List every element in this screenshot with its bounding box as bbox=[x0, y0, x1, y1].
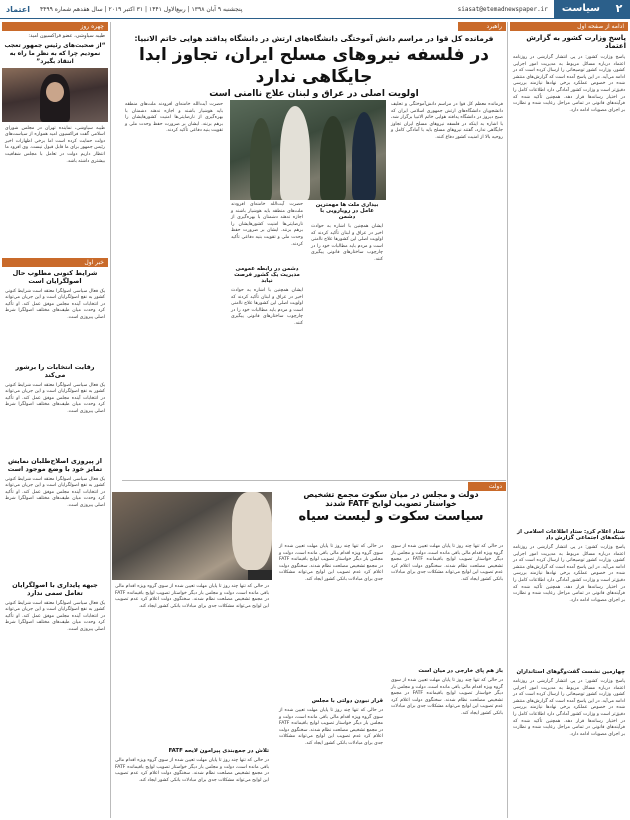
left-column-tag: چهره روز bbox=[2, 22, 108, 31]
main-body-c: حضرت آیت‌الله خامنه‌ای افزودند ملت‌های منطقه باید هوشیار باشند و اجازه ندهند دشمنان با بهره‌گیری از نارضایتی‌ها امنیت کشورهایشان را برهم بزنند. ایشان بر ضرورت حفظ وحدت ملی و تقویت بنیه دفاعی تأکید کردند. bbox=[231, 202, 303, 247]
main-kicker: فرمانده کل قوا در مراسم دانش آموختگی دانشگاه‌های ارتش در دانشگاه پدافند هوایی خاتم الانبیا: bbox=[134, 34, 494, 43]
main-body-d: حضرت آیت‌الله خامنه‌ای افزودند ملت‌های منطقه باید هوشیار باشند و اجازه ندهند دشمنان با بهره‌گیری از نارضایتی‌ها امنیت کشورهایشان را برهم بزنند. ایشان بر ضرورت حفظ وحدت ملی و تقویت بنیه دفاعی تأکید کردند. bbox=[125, 102, 223, 134]
left-head4: از پیروزی اصلاح‌طلبان نمایش تمایز خود با وضع موجود است bbox=[7, 456, 103, 473]
left-body5: یک فعال سیاسی اصولگرا معتقد است شرایط کنونی کشور به نفع اصولگرایان است و این جریان می‌تواند در انتخابات آینده مجلس موفق عمل کند. او تأکید کرد وحدت میان طیف‌های مختلف اصولگرا شرط اصلی پیروزی است. bbox=[5, 600, 105, 632]
second-body-a2: در حالی که تنها چند روز تا پایان مهلت تعیین شده از سوی گروه ویژه اقدام مالی باقی مانده است، دولت و مجلس بار دیگر خواستار تصویب لوایح باقیمانده FATF در مجمع تشخیص مصلحت نظام شدند. سخنگوی دولت اعلام کرد عدم تصویب این لوایح می‌تواند مشکلات جدی برای مبادلات بانکی کشور ایجاد کند. bbox=[391, 678, 503, 716]
main-photo bbox=[230, 100, 386, 200]
second-col-a bbox=[388, 542, 506, 818]
second-sub3: باز هم پای خارجی در میان است bbox=[418, 668, 503, 674]
left-body3: یک فعال سیاسی اصولگرا معتقد است شرایط کنونی کشور به نفع اصولگرایان است و این جریان می‌تواند در انتخابات آینده مجلس موفق عمل کند. او تأکید کرد وحدت میان طیف‌های مختلف اصولگرا شرط اصلی پیروزی است. bbox=[5, 382, 105, 414]
second-kicker2: خواستار تصویب لوایح FATF شدند bbox=[325, 499, 457, 508]
right-column bbox=[510, 22, 628, 818]
left-body2: یک فعال سیاسی اصولگرا معتقد است شرایط کنونی کشور به نفع اصولگرایان است و این جریان می‌تواند در انتخابات آینده مجلس موفق عمل کند. او تأکید کرد وحدت میان طیف‌های مختلف اصولگرا شرط اصلی پیروزی است. bbox=[5, 288, 105, 320]
second-kicker: دولت و مجلس در میان سکوت مجمع تشخیص bbox=[303, 490, 479, 499]
second-body-c: در حالی که تنها چند روز تا پایان مهلت تعیین شده از سوی گروه ویژه اقدام مالی باقی مانده است، دولت و مجلس بار دیگر خواستار تصویب لوایح باقیمانده FATF در مجمع تشخیص مصلحت نظام شدند. سخنگوی دولت اعلام کرد عدم تصویب این لوایح می‌تواند مشکلات جدی برای مبادلات بانکی کشور ایجاد کند. bbox=[115, 584, 269, 609]
left-head5: جبهه پایداری با اصولگرایان تعامل سمی ندارد bbox=[12, 580, 98, 597]
date-line: پنجشنبه ۹ آبان ۱۳۹۸ | ربیع‌الاول ۱۴۴۱ | ۳۱ اکتبر ۲۰۱۹ | سال هفدهم شماره ۴۴۹۹ bbox=[39, 5, 243, 13]
main-col-b bbox=[308, 200, 386, 478]
main-story-tag: راهبرد bbox=[458, 22, 506, 31]
masthead bbox=[0, 0, 630, 19]
second-body-b2: در حالی که تنها چند روز تا پایان مهلت تعیین شده از سوی گروه ویژه اقدام مالی باقی مانده است، دولت و مجلس بار دیگر خواستار تصویب لوایح باقیمانده FATF در مجمع تشخیص مصلحت نظام شدند. سخنگوی دولت اعلام کرد عدم تصویب این لوایح می‌تواند مشکلات جدی برای مبادلات بانکی کشور ایجاد کند. bbox=[279, 708, 383, 746]
right-column-headline: پاسخ وزارت کشور به گزارش اعتماد bbox=[526, 34, 626, 50]
left-head3: رقابت انتخابات را برشور می‌کند bbox=[15, 362, 95, 379]
right-column-body-2: پاسخ وزارت کشور: در پی انتشار گزارشی در روزنامه اعتماد درباره مسائل مربوط به مدیریت امور اجرایی کشور، وزارت کشور توضیحاتی را ارسال کرده است که در ادامه می‌آید. در این پاسخ آمده است که گزارش‌های منتشر شده در خصوص عملکرد برخی نهادها نیازمند بررسی دقیق‌تر است و وزارت کشور آمادگی دارد اطلاعات کامل را در اختیار رسانه‌ها قرار دهد. همچنین تأکید شده که فرآیندهای قانونی در تمامی مراحل رعایت شده و نظارت بر اجرای مصوبات ادامه دارد. bbox=[513, 545, 625, 603]
left-kicker: طیبه سیاوشی، عضو فراکسیون امید: bbox=[28, 33, 105, 39]
left-body4: یک فعال سیاسی اصولگرا معتقد است شرایط کنونی کشور به نفع اصولگرایان است و این جریان می‌تواند در انتخابات آینده مجلس موفق عمل کند. او تأکید کرد وحدت میان طیف‌های مختلف اصولگرا شرط اصلی پیروزی است. bbox=[5, 476, 105, 508]
second-story-tag: دولت bbox=[468, 482, 506, 491]
main-headline: در فلسفه نیروهای مسلح ایران، تجاوز ابدا جایگاهی ندارد bbox=[139, 45, 489, 87]
divider bbox=[122, 480, 506, 481]
second-sub2: تلاش در جمع‌بندی پیرامون لایحه FATF bbox=[168, 748, 269, 754]
left-headline: “از صحبت‌های رئیس جمهور تعجب نمودیم چرا که به نظر ما راه به انتقاد بگیرد” bbox=[4, 41, 106, 65]
right-column-tag: ادامه از صفحه اول bbox=[510, 22, 628, 31]
right-column-sub2: چهارمین نشست گفت‌وگوهای استانداران bbox=[516, 669, 625, 675]
main-col-a bbox=[388, 100, 506, 478]
second-headline: سیاست سکوت و لیست سیاه bbox=[298, 509, 484, 524]
page-number: ۲ bbox=[608, 0, 630, 18]
section-email: siasat@etemadnewspaper.ir bbox=[457, 5, 548, 13]
right-column-body: پاسخ وزارت کشور: در پی انتشار گزارشی در روزنامه اعتماد درباره مسائل مربوط به مدیریت امور اجرایی کشور، وزارت کشور توضیحاتی را ارسال کرده است که در ادامه می‌آید. در این پاسخ آمده است که گزارش‌های منتشر شده در خصوص عملکرد برخی نهادها نیازمند بررسی دقیق‌تر است و وزارت کشور آمادگی دارد اطلاعات کامل را در اختیار رسانه‌ها قرار دهد. همچنین تأکید شده که فرآیندهای قانونی در تمامی مراحل رعایت شده و نظارت بر اجرای مصوبات ادامه دارد. bbox=[513, 55, 625, 113]
second-photo bbox=[112, 492, 272, 580]
right-column-body-3: پاسخ وزارت کشور: در پی انتشار گزارشی در روزنامه اعتماد درباره مسائل مربوط به مدیریت امور اجرایی کشور، وزارت کشور توضیحاتی را ارسال کرده است که در ادامه می‌آید. در این پاسخ آمده است که گزارش‌های منتشر شده در خصوص عملکرد برخی نهادها نیازمند بررسی دقیق‌تر است و وزارت کشور آمادگی دارد اطلاعات کامل را در اختیار رسانه‌ها قرار دهد. همچنین تأکید شده که فرآیندهای قانونی در تمامی مراحل رعایت شده و نظارت بر اجرای مصوبات ادامه دارد. bbox=[513, 679, 625, 737]
portrait-photo bbox=[2, 68, 108, 122]
left-head2: شرایط کنونی مطلوب حال اصولگرایان است bbox=[12, 268, 98, 285]
left-body: طیبه سیاوشی، نماینده تهران در مجلس شورای اسلامی گفت فراکسیون امید همواره از سیاست‌های دولت حمایت کرده است اما برخی اظهارات اخیر رئیس جمهور برای ما قابل قبول نیست. وی افزود ما انتظار داریم دولت در تعامل با مجلس شفافیت بیشتری داشته باشد. bbox=[5, 125, 105, 164]
main-col-d bbox=[122, 100, 226, 478]
divider bbox=[110, 22, 111, 818]
main-sub-c: دشمن در رابطه عمومی مدیریت یک کشور فرصت نیابد bbox=[234, 266, 300, 284]
second-head bbox=[276, 490, 506, 540]
left-column bbox=[2, 22, 108, 818]
second-body-c2: در حالی که تنها چند روز تا پایان مهلت تعیین شده از سوی گروه ویژه اقدام مالی باقی مانده است، دولت و مجلس بار دیگر خواستار تصویب لوایح باقیمانده FATF در مجمع تشخیص مصلحت نظام شدند. سخنگوی دولت اعلام کرد عدم تصویب این لوایح می‌تواند مشکلات جدی برای مبادلات بانکی کشور ایجاد کند. bbox=[115, 758, 269, 783]
main-sub-d: بیداری ملت ها مهمترین عامل در رویارویی با دشمن bbox=[315, 202, 379, 220]
second-col-b bbox=[276, 542, 386, 818]
newspaper-logo: اعتماد bbox=[6, 4, 30, 14]
main-body-b: ایشان همچنین با اشاره به حوادث اخیر در عراق و لبنان تأکید کردند که اولویت اصلی این کشورها علاج ناامنی است و مردم باید مطالبات خود را در چارچوب ساختارهای قانونی پیگیری کنند. bbox=[311, 224, 383, 262]
second-body-b: در حالی که تنها چند روز تا پایان مهلت تعیین شده از سوی گروه ویژه اقدام مالی باقی مانده است، دولت و مجلس بار دیگر خواستار تصویب لوایح باقیمانده FATF در مجمع تشخیص مصلحت نظام شدند. سخنگوی دولت اعلام کرد عدم تصویب این لوایح می‌تواند مشکلات جدی برای مبادلات بانکی کشور ایجاد کند. bbox=[279, 544, 383, 582]
section-label: سیاست bbox=[554, 0, 608, 18]
left-column-tag2: خبر اول bbox=[2, 258, 108, 267]
main-subhead: اولویت اصلی در عراق و لبنان علاج ناامنی است bbox=[209, 89, 419, 99]
main-body-c2: ایشان همچنین با اشاره به حوادث اخیر در عراق و لبنان تأکید کردند که اولویت اصلی این کشورها علاج ناامنی است و مردم باید مطالبات خود را در چارچوب ساختارهای قانونی پیگیری کنند. bbox=[231, 288, 303, 326]
divider bbox=[507, 22, 508, 818]
main-col-c bbox=[228, 200, 306, 478]
second-body-a: در حالی که تنها چند روز تا پایان مهلت تعیین شده از سوی گروه ویژه اقدام مالی باقی مانده است، دولت و مجلس بار دیگر خواستار تصویب لوایح باقیمانده FATF در مجمع تشخیص مصلحت نظام شدند. سخنگوی دولت اعلام کرد عدم تصویب این لوایح می‌تواند مشکلات جدی برای مبادلات بانکی کشور ایجاد کند. bbox=[391, 544, 503, 582]
right-column-sub1: ستاد اعلام کرد: ستاد اطلاعات اسلامی از شبکه‌های اجتماعی گزارش داد bbox=[517, 529, 625, 541]
second-col-c bbox=[112, 582, 272, 818]
second-sub1: قرار نبودن دولتی با مجلس bbox=[311, 698, 383, 704]
main-body-a: فرمانده معظم کل قوا در مراسم دانش‌آموختگی و تحلیف دانشجویان دانشگاه‌های ارتش جمهوری اسلامی ایران که صبح دیروز در دانشگاه پدافند هوایی خاتم الانبیا برگزار شد، با اشاره به اینکه در فلسفه نیروهای مسلح ایران تجاوز جایگاهی ندارد، گفتند نیروهای مسلح باید با آمادگی کامل و روحیه بالا از امنیت کشور دفاع کنند. bbox=[391, 102, 503, 140]
